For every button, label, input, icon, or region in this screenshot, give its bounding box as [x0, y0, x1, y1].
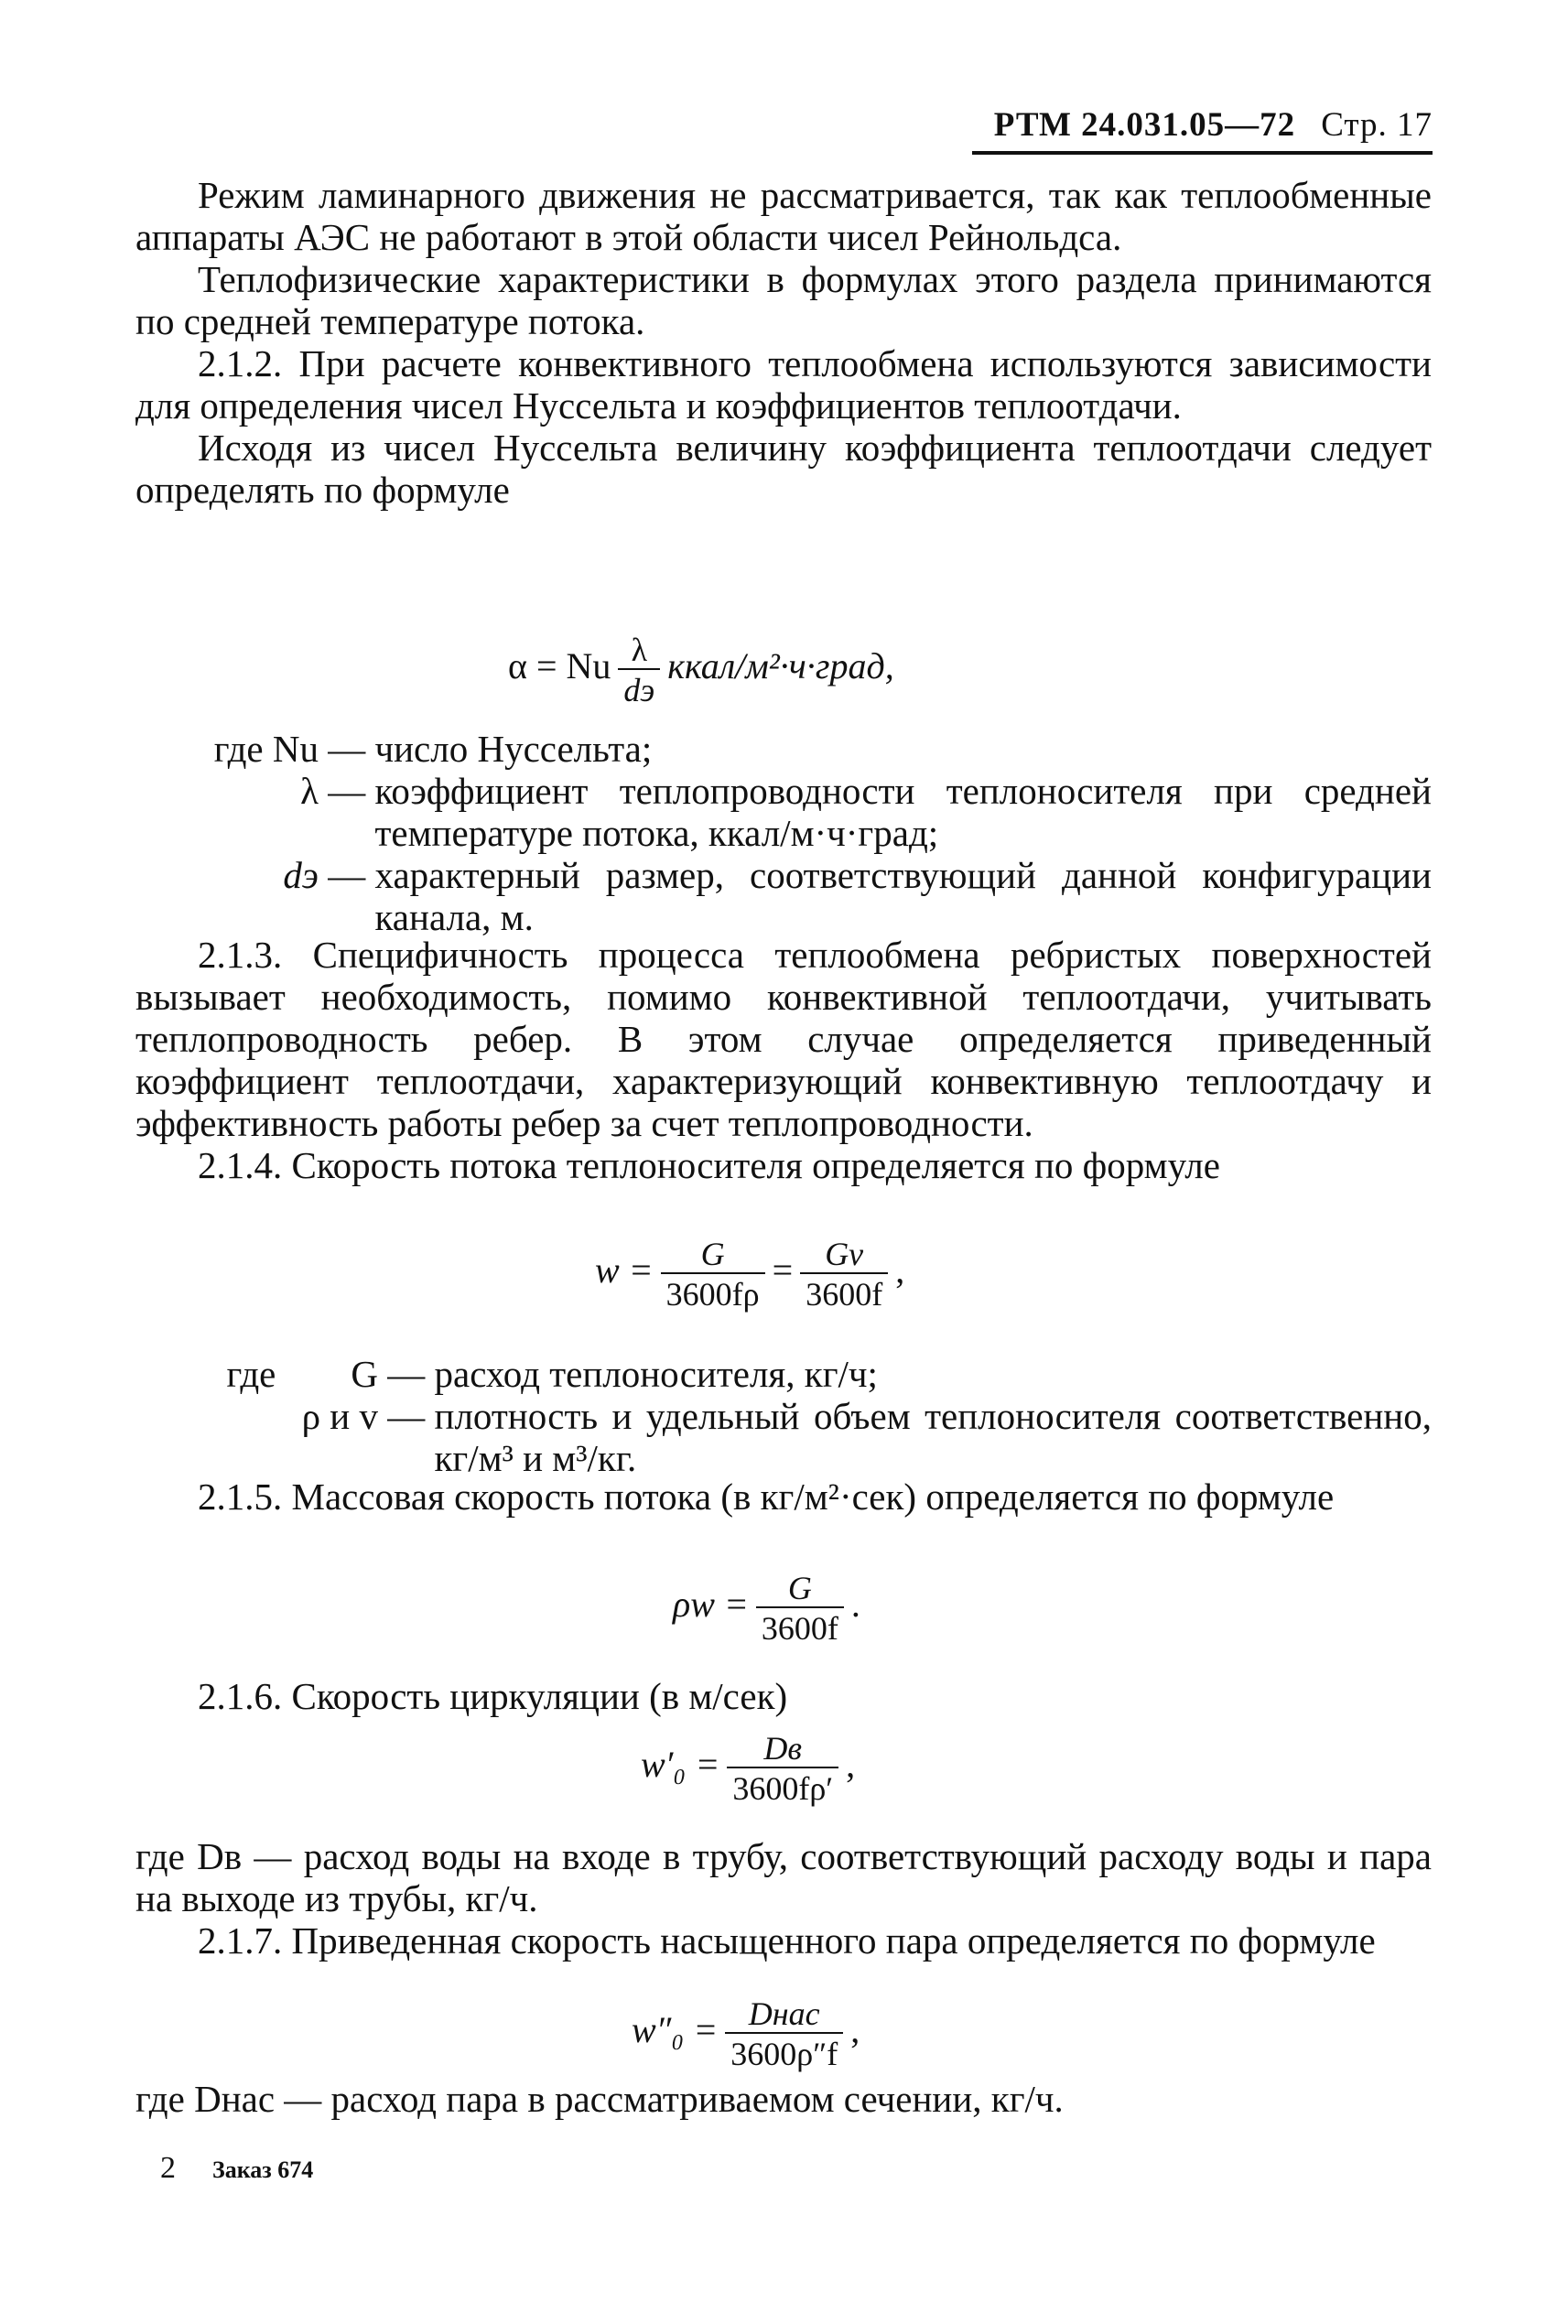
text-block-3 [135, 1475, 1432, 1518]
definition-desc: плотность и удельный объем теплоносителя соответственно, кг/м³ и м³/кг. [434, 1395, 1432, 1479]
text-block-5 [135, 1835, 1432, 1962]
fraction [618, 632, 660, 708]
fraction [661, 1236, 765, 1313]
formula-tail: . [850, 1584, 860, 1626]
text-block-2 [135, 934, 1432, 1186]
definition-list-1 [135, 728, 1432, 938]
paragraph-nusselt: Исходя из чисел Нуссельта величину коэффициента теплоотдачи следует определять по формуле [135, 427, 1432, 511]
formula-lhs: w = [595, 1249, 654, 1292]
fraction-denominator: 3600ρ″f [725, 2032, 843, 2072]
paragraph-2-1-3: 2.1.3. Специфичность процесса теплообмена ребристых поверхностей вызывает необходимость, помимо конвективной теплоотдачи, учитывать теплопроводность ребер. В этом случае определяется приведенный коэффициент теплоотдачи, характеризующий конвективную теплоотдачу и эффективность работы ребер за счет теплопроводности. [135, 934, 1432, 1144]
formula-mass-velocity [673, 1570, 860, 1647]
definition-row: λ — коэффициент теплопроводности теплоносителя при средней температуре потока, ккал/м·ч·град; [135, 770, 1432, 854]
paragraph-thermophysical: Теплофизические характеристики в формулах этого раздела принимаются по средней температуре потока. [135, 258, 1432, 342]
page-header [970, 105, 1433, 145]
fraction [756, 1570, 844, 1647]
formula-tail: , [850, 2009, 860, 2051]
definition-row: dэ — характерный размер, соответствующий данной конфигурации канала, м. [135, 854, 1432, 938]
definition-term: λ [300, 770, 319, 812]
paragraph-2-1-4: 2.1.4. Скорость потока теплоносителя определяется по формуле [198, 1144, 1220, 1186]
formula-unit: ккал/м²·ч·град, [667, 645, 894, 687]
formula-lhs: w′₀ = [641, 1744, 720, 1786]
paragraph-laminar: Режим ламинарного движения не рассматривается, так как теплообменные аппараты АЭС не работают в этой области чисел Рейнольдса. [135, 174, 1432, 258]
fraction-denominator: 3600fρ′ [727, 1767, 838, 1807]
definition-term: dэ [283, 854, 319, 896]
fraction-numerator: Gv [825, 1236, 864, 1272]
fraction-numerator: Dнас [748, 1995, 820, 2032]
formula-tail: , [895, 1249, 905, 1292]
definition-row: где G — расход теплоносителя, кг/ч; [135, 1353, 1432, 1395]
formula-heat-transfer [508, 632, 894, 708]
definition-water-flow: где Dв — расход воды на входе в трубу, соответствующий расходу воды и пара на выходе из трубы, кг/ч. [135, 1835, 1432, 1919]
fraction [727, 1730, 838, 1807]
paragraph-2-1-5: 2.1.5. Массовая скорость потока (в кг/м²·сек) определяется по формуле [198, 1475, 1335, 1518]
definition-row: где Nu — число Нуссельта; [135, 728, 1432, 770]
document-code: РТМ 24.031.05—72 [993, 106, 1296, 144]
header-rule [972, 151, 1433, 155]
fraction-numerator: G [700, 1236, 725, 1272]
definition-desc: характерный размер, соответствующий данной конфигурации канала, м. [374, 854, 1432, 938]
page-footer [160, 2151, 313, 2186]
footer-page-number: 2 [160, 2151, 176, 2185]
formula-lhs: w″₀ = [632, 2009, 719, 2051]
definition-desc: число Нуссельта; [374, 728, 653, 770]
formula-saturated-steam-velocity [632, 1995, 860, 2072]
fraction-denominator: 3600f [756, 1606, 844, 1647]
fraction-numerator: G [787, 1570, 812, 1606]
fraction-denominator: 3600f [800, 1272, 888, 1313]
paragraph-2-1-2: 2.1.2. При расчете конвективного теплообмена используются зависимости для определения чисел Нуссельта и коэффициентов теплоотдачи. [135, 342, 1432, 427]
definition-row: ρ и v — плотность и удельный объем теплоносителя соответственно, кг/м³ и м³/кг. [135, 1395, 1432, 1479]
page-label: Стр. 17 [1321, 106, 1433, 144]
fraction [800, 1236, 888, 1313]
fraction [725, 1995, 843, 2072]
formula-circulation-velocity [641, 1730, 855, 1807]
definition-desc: расход теплоносителя, кг/ч; [434, 1353, 878, 1395]
paragraph-2-1-7: 2.1.7. Приведенная скорость насыщенного пара определяется по формуле [198, 1919, 1376, 1962]
formula-lhs: ρw = [673, 1584, 749, 1626]
formula-tail: , [846, 1744, 856, 1786]
definition-steam-flow: где Dнас — расход пара в рассматриваемом сечении, кг/ч. [135, 2078, 1064, 2120]
definition-list-2 [135, 1353, 1432, 1479]
definition-term: ρ и v [301, 1395, 378, 1437]
formula-equals: = [772, 1249, 794, 1292]
definition-term: где G [226, 1353, 378, 1395]
definition-term: где Nu [213, 728, 319, 770]
fraction-numerator: Dв [763, 1730, 803, 1767]
paragraph-2-1-6: 2.1.6. Скорость циркуляции (в м/сек) [198, 1675, 788, 1717]
text-block-6 [135, 2078, 1432, 2120]
formula-lhs: α = Nu [508, 645, 611, 687]
fraction-numerator: λ [631, 632, 648, 668]
definition-desc: коэффициент теплопроводности теплоносителя при средней температуре потока, ккал/м·ч·град; [374, 770, 1432, 854]
fraction-denominator: 3600fρ [661, 1272, 765, 1313]
footer-order: Заказ 674 [212, 2156, 314, 2183]
text-block-4 [135, 1675, 1432, 1717]
fraction-denominator: dэ [618, 668, 660, 708]
text-block-1 [135, 174, 1432, 511]
formula-flow-velocity [595, 1236, 904, 1313]
